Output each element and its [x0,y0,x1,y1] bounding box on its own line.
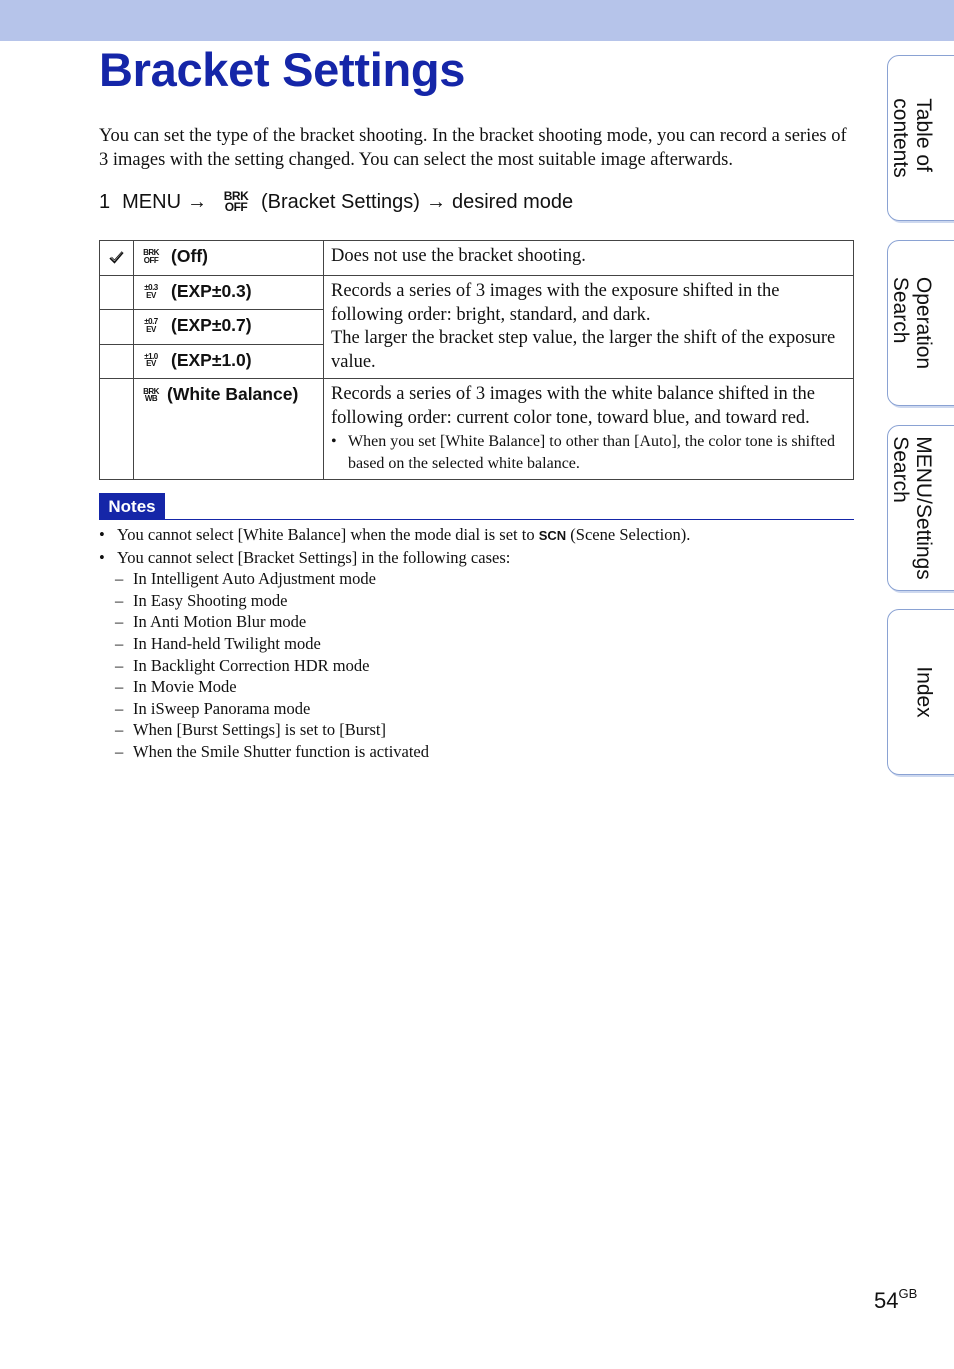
mode-label: (EXP±0.3) [171,281,252,301]
arrow-icon: → [187,191,208,213]
exposure-1-0-icon: ±1.0 EV [144,351,158,369]
mode-label: (EXP±0.7) [171,315,252,336]
header-bar [0,0,954,41]
bracket-off-icon: BRK OFF [223,188,249,214]
exposure-0-3-icon: ±0.3 EV [144,282,158,300]
bracket-off-icon: BRK OFF [143,247,159,265]
mode-label: (White Balance) [167,384,299,404]
default-check-cell [100,241,134,276]
mode-off [134,241,324,276]
note-case: – When [Burst Settings] is set to [Burst] [115,720,386,740]
arrow-icon: → [425,191,446,213]
page-number: $54^{GB}$ [874,1286,918,1313]
note-item: • You cannot select [Bracket Settings] in the following cases: [99,547,511,567]
bracket-settings-label: (Bracket Settings) [261,191,420,213]
mode-label: (EXP±1.0) [171,349,252,370]
note-case: – When the Smile Shutter function is activated [115,741,430,761]
mode-description: Records a series of 3 images with the white balance shifted in the following order: current color tone, toward blue, and toward red. • When you set [White Balance] to other than [Auto], the color tone is shifted based on the selected white balance. [324,379,854,480]
note-item: • You cannot select [White Balance] when the mode dial is set to SCN (Scene Selection). [99,525,691,544]
mode-exp-0-3 [134,276,324,310]
note-case: – In Intelligent Auto Adjustment mode [115,569,376,589]
step-number: 1 [99,191,111,213]
scene-selection-icon: SCN [538,528,567,543]
note-case: – In Movie Mode [115,677,237,697]
mode-exp-1-0 [134,344,324,378]
note-case: – In Hand-held Twilight mode [115,633,321,653]
notes-heading: Notes [99,493,165,520]
intro-paragraph: You can set the type of the bracket shooting. In the bracket shooting mode, you can record a series of 3 images with the setting changed. You can select the most suitable image afterwards. [99,126,847,170]
tab-menu-settings-search[interactable]: MENU/Settings Search [887,425,954,591]
note-case: – In Anti Motion Blur mode [115,612,307,632]
checkmark-icon [108,249,125,266]
note-case: – In Backlight Correction HDR mode [115,655,370,675]
tab-table-of-contents[interactable]: Table of contents [887,55,954,221]
notes-divider [99,519,854,520]
bracket-wb-icon: BRK WB [143,386,159,404]
exposure-0-7-icon: ±0.7 EV [144,317,158,334]
menu-step [99,189,573,215]
table-row [100,276,854,310]
tab-operation-search[interactable]: Operation Search [887,240,954,406]
mode-exp-0-7 [134,310,324,344]
table-row [100,241,854,276]
menu-label: MENU [122,191,182,213]
notes-list [99,524,859,763]
description-bullet: • When you set [White Balance] to other than [Auto], the color tone is shifted based on the selected white balance. [331,433,835,472]
table-row [100,379,854,480]
mode-description: Records a series of 3 images with the exposure shifted in the following order: bright, standard, and dark. The larger the bracket step value, the larger the shift of the exposure value. [324,276,854,379]
bracket-mode-table [99,240,854,480]
note-case: – In Easy Shooting mode [115,590,288,610]
page-title: Bracket Settings [99,43,466,96]
mode-description: Does not use the bracket shooting. [324,241,854,276]
desired-mode-label: desired mode [451,191,574,213]
mode-label: (Off) [171,246,208,266]
mode-white-balance [134,379,324,480]
tab-index[interactable]: Index [887,609,954,775]
note-case: – In iSweep Panorama mode [115,698,311,718]
